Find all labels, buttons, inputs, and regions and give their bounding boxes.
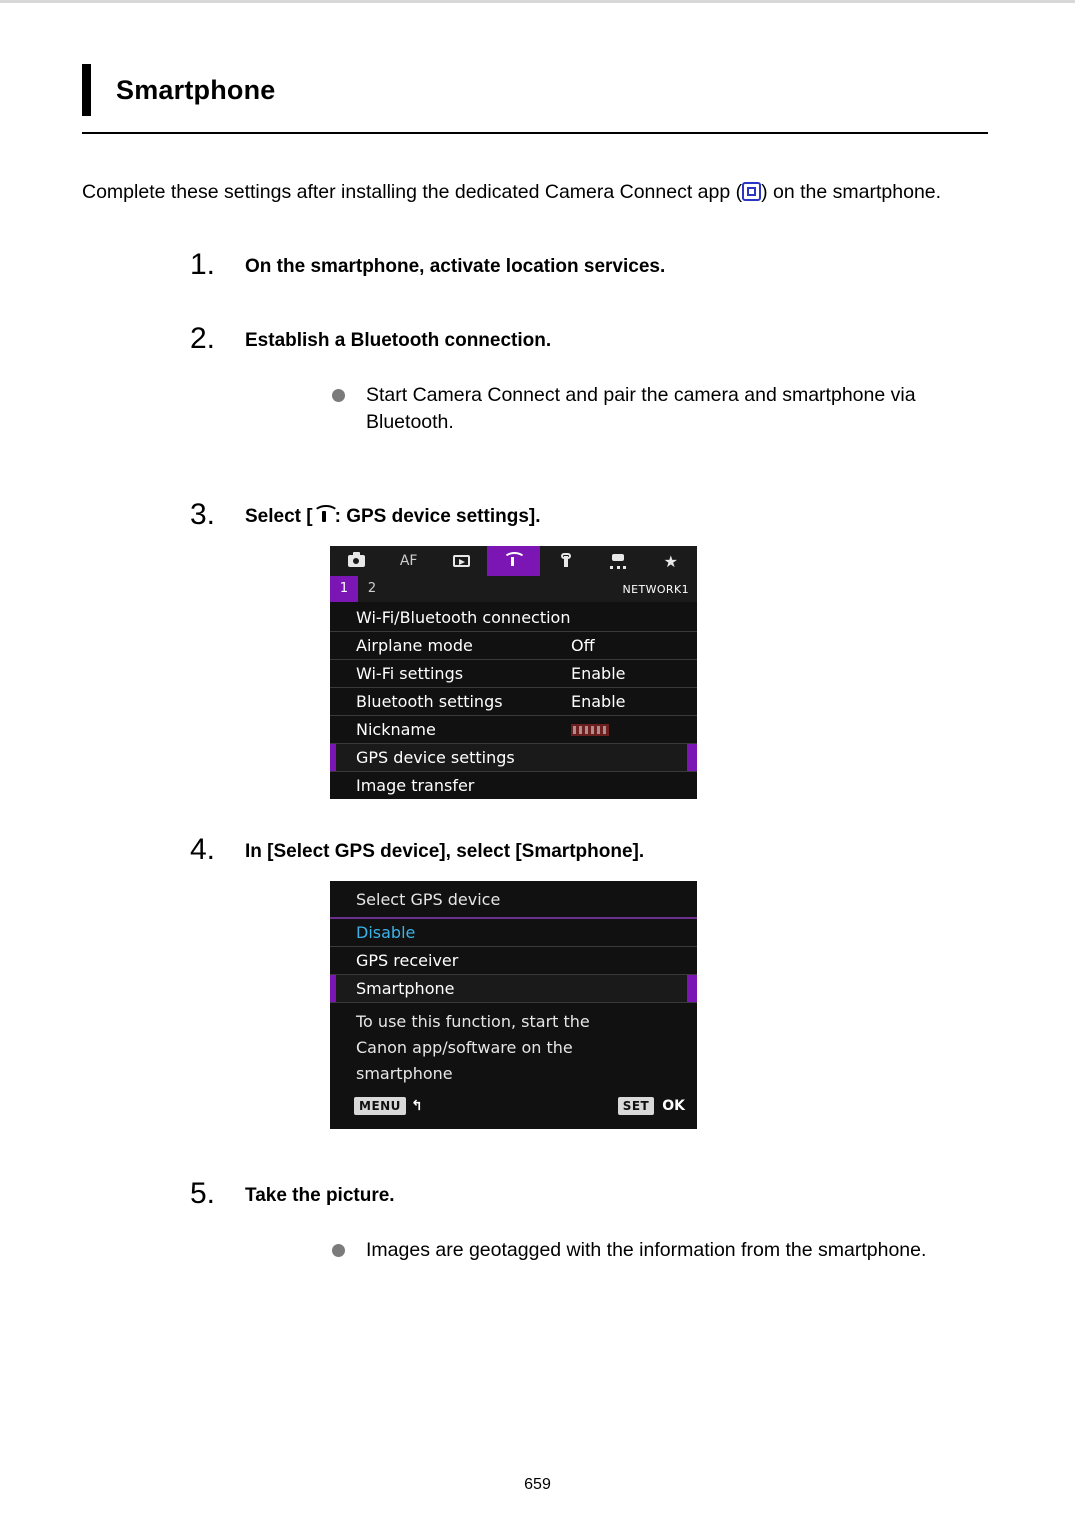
set-button-label: SET	[618, 1097, 655, 1115]
page-content	[82, 62, 988, 1270]
menu-row-nickname[interactable]	[330, 716, 697, 744]
step-4-head	[82, 833, 988, 867]
nickname-value-graphic	[571, 724, 609, 736]
step-5-head	[82, 1177, 988, 1211]
ok-label: OK	[662, 1098, 685, 1114]
page-title: Smartphone	[116, 74, 276, 105]
step-2-bullet	[332, 382, 988, 436]
step-3-number: 3.	[190, 498, 216, 531]
step-3-head	[82, 498, 988, 532]
intro-paragraph	[82, 178, 962, 206]
gps-note-line-3: smartphone	[356, 1064, 453, 1083]
page-number: 659	[524, 1476, 551, 1493]
title-divider	[82, 132, 988, 134]
step-2-bullet-text: Start Camera Connect and pair the camera and smartphone via Bluetooth.	[366, 384, 916, 433]
step-5-bullet	[332, 1237, 988, 1264]
intro-text-before: Complete these settings after installing the dedicated Camera Connect app (	[82, 181, 743, 203]
menu-row-label: Nickname	[356, 720, 436, 739]
gps-screen-title: Select GPS device	[330, 881, 697, 919]
wireless-icon	[313, 508, 335, 524]
menu-row-label: GPS device settings	[356, 748, 515, 767]
menu-row-gps-device-settings[interactable]	[330, 744, 697, 772]
bullet-dot-icon	[332, 1244, 345, 1257]
reference-link-icon[interactable]	[742, 182, 761, 201]
gps-option-disable[interactable]: Disable	[330, 919, 697, 947]
menu-row-wifi-settings[interactable]	[330, 660, 697, 688]
tab-autofocus[interactable]: AF	[399, 553, 418, 569]
menu-row-label: Wi-Fi/Bluetooth connection	[356, 608, 571, 627]
step-5-title: Take the picture.	[245, 1185, 395, 1206]
menu-row-label: Airplane mode	[356, 636, 473, 655]
page-top-rule	[0, 0, 1075, 3]
menu-row-airplane-mode[interactable]	[330, 632, 697, 660]
step-3-title-after: : GPS device settings].	[334, 506, 541, 527]
step-2-title: Establish a Bluetooth connection.	[245, 330, 552, 351]
menu-row-label: Bluetooth settings	[356, 692, 503, 711]
step-2	[82, 322, 988, 436]
page-title-row	[82, 62, 988, 118]
camera-menu-tabbar	[330, 546, 697, 576]
step-1-number: 1.	[190, 248, 216, 281]
title-accent-bar	[82, 64, 91, 116]
step-2-number: 2.	[190, 322, 216, 355]
gps-note-line-1: To use this function, start the	[356, 1012, 590, 1031]
subtab-2[interactable]: 2	[367, 581, 377, 596]
step-3-title	[245, 506, 541, 528]
menu-group-label: NETWORK1	[622, 582, 689, 596]
bullet-dot-icon	[332, 389, 345, 402]
step-1	[82, 248, 988, 282]
tab-my-menu[interactable]	[645, 546, 697, 576]
menu-button-label: MENU	[354, 1097, 406, 1115]
playback-icon	[453, 555, 470, 567]
step-2-head	[82, 322, 988, 356]
subtab-1[interactable]: 1	[330, 576, 358, 602]
menu-row-label: Image transfer	[356, 776, 475, 795]
wrench-icon	[559, 553, 573, 567]
tab-custom-functions[interactable]	[592, 546, 644, 576]
camera-network-menu-screenshot	[330, 546, 697, 799]
custom-functions-icon	[610, 554, 626, 567]
star-icon: ★	[663, 552, 678, 571]
gps-screen-note	[330, 1003, 697, 1089]
step-5-number: 5.	[190, 1177, 216, 1210]
menu-row-image-transfer[interactable]	[330, 772, 697, 799]
menu-row-label: Wi-Fi settings	[356, 664, 464, 683]
menu-row-value: Enable	[571, 664, 626, 683]
step-3	[82, 498, 988, 799]
step-4-title: In [Select GPS device], select [Smartphone].	[245, 841, 645, 862]
gps-note-line-2: Canon app/software on the	[356, 1038, 573, 1057]
menu-row-value: Off	[571, 636, 595, 655]
back-arrow-icon: ↰	[410, 1098, 423, 1114]
step-5-bullet-text: Images are geotagged with the information from the smartphone.	[366, 1239, 927, 1261]
select-gps-device-screenshot	[330, 881, 697, 1129]
tab-wireless[interactable]	[487, 546, 539, 576]
tab-setup[interactable]	[540, 546, 592, 576]
gps-option-gps-receiver[interactable]: GPS receiver	[330, 947, 697, 975]
step-1-title: On the smartphone, activate location services.	[245, 256, 666, 277]
menu-row-value: Enable	[571, 692, 626, 711]
step-3-title-before: Select [	[245, 506, 313, 527]
tab-shooting[interactable]	[330, 546, 382, 576]
menu-back-button[interactable]	[354, 1097, 423, 1115]
tab-playback[interactable]	[435, 546, 487, 576]
step-5	[82, 1177, 988, 1264]
camera-icon	[348, 555, 365, 567]
step-4	[82, 833, 988, 1129]
step-4-number: 4.	[190, 833, 216, 866]
menu-row-wifi-bluetooth-connection[interactable]	[330, 604, 697, 632]
camera-menu-subtabbar	[330, 576, 697, 602]
steps-list	[82, 248, 988, 1264]
menu-row-bluetooth-settings[interactable]	[330, 688, 697, 716]
step-1-head	[82, 248, 988, 282]
camera-menu-list	[330, 602, 697, 799]
gps-option-smartphone[interactable]: Smartphone	[330, 975, 697, 1003]
gps-screen-footer	[330, 1089, 697, 1129]
wifi-icon	[503, 554, 523, 567]
set-ok-button[interactable]	[618, 1097, 685, 1115]
intro-text-after: ) on the smartphone.	[761, 181, 942, 203]
